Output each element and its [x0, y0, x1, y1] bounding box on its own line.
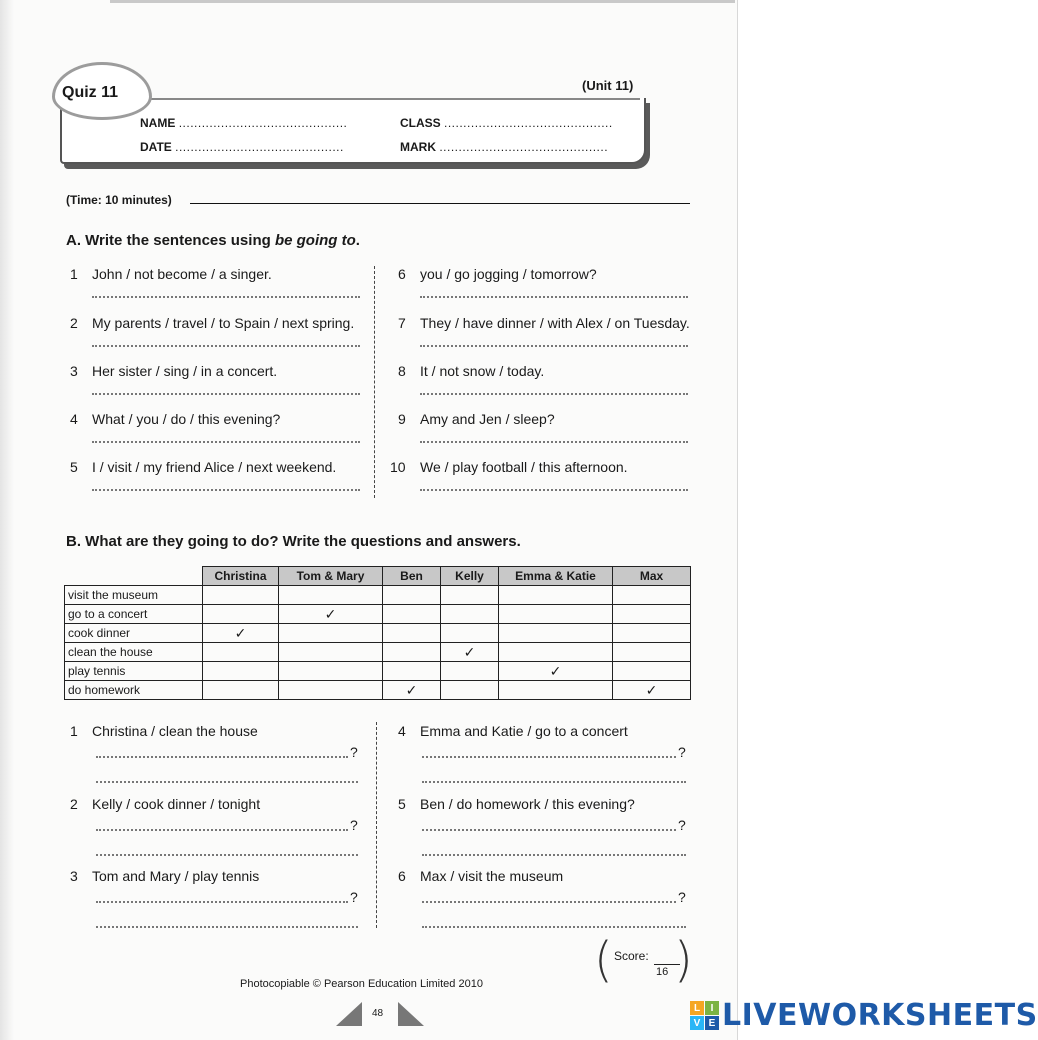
activity-cell: visit the museum	[65, 586, 203, 605]
answer-line[interactable]	[92, 489, 360, 491]
tick-cell	[499, 605, 613, 624]
question-line[interactable]	[96, 901, 348, 903]
activity-cell: go to a concert	[65, 605, 203, 624]
sentence-item: 3 Her sister / sing / in a concert.	[70, 363, 278, 379]
table-corner	[65, 567, 203, 586]
class-field[interactable]: CLASS ............................................	[400, 116, 613, 130]
logo-tiles-icon	[690, 1001, 719, 1030]
column-header: Ben	[383, 567, 441, 586]
header-divider	[140, 98, 640, 100]
activity-table	[64, 566, 691, 700]
tick-cell: ✓	[383, 681, 441, 700]
sentence-item: 6 you / go jogging / tomorrow?	[398, 266, 597, 282]
copyright-footer: Photocopiable © Pearson Education Limited 2010	[240, 978, 483, 990]
answer-line[interactable]	[422, 926, 686, 928]
tick-cell	[279, 681, 383, 700]
activity-cell: cook dinner	[65, 624, 203, 643]
answer-line[interactable]	[92, 441, 360, 443]
answer-line[interactable]	[420, 441, 688, 443]
answer-line[interactable]	[420, 345, 688, 347]
column-header: Christina	[203, 567, 279, 586]
question-item: 2 Kelly / cook dinner / tonight	[70, 796, 261, 812]
answer-line[interactable]	[422, 781, 686, 783]
tick-cell: ✓	[441, 643, 499, 662]
section-a-divider	[374, 266, 375, 498]
date-field[interactable]: DATE ............................................	[140, 140, 344, 154]
tick-cell	[441, 681, 499, 700]
tick-cell	[383, 586, 441, 605]
question-item: 6 Max / visit the museum	[398, 868, 564, 884]
score-box	[594, 932, 693, 988]
sentence-item: 7 They / have dinner / with Alex / on Tuesday.	[398, 315, 690, 331]
question-mark: ?	[350, 744, 358, 760]
tick-cell: ✓	[499, 662, 613, 681]
column-header: Emma & Katie	[499, 567, 613, 586]
tick-cell	[279, 586, 383, 605]
tick-cell	[613, 624, 691, 643]
activity-cell: clean the house	[65, 643, 203, 662]
section-a-title: A. Write the sentences using be going to.	[66, 232, 360, 249]
tick-cell	[441, 624, 499, 643]
section-b-divider	[376, 722, 377, 928]
answer-line[interactable]	[92, 296, 360, 298]
tick-cell	[383, 662, 441, 681]
page-corner-left	[336, 1002, 362, 1026]
tick-cell	[441, 586, 499, 605]
name-field[interactable]: NAME ............................................	[140, 116, 348, 130]
logo-text: LIVEWORKSHEETS	[722, 998, 1038, 1033]
tick-cell: ✓	[203, 624, 279, 643]
sentence-item: 1 John / not become / a singer.	[70, 266, 272, 282]
table-row	[65, 624, 691, 643]
tick-cell	[203, 662, 279, 681]
answer-line[interactable]	[420, 489, 688, 491]
question-item: 1 Christina / clean the house	[70, 723, 258, 739]
question-item: 5 Ben / do homework / this evening?	[398, 796, 635, 812]
answer-line[interactable]	[92, 393, 360, 395]
section-b-title: B. What are they going to do? Write the questions and answers.	[66, 533, 521, 550]
column-header: Kelly	[441, 567, 499, 586]
tick-cell	[203, 605, 279, 624]
question-line[interactable]	[96, 756, 348, 758]
time-limit: (Time: 10 minutes)	[66, 193, 172, 207]
student-info-box	[60, 98, 646, 164]
tick-cell	[441, 662, 499, 681]
tick-cell	[203, 681, 279, 700]
table-row	[65, 643, 691, 662]
logo-tile: L	[690, 1001, 704, 1015]
sentence-item: 4 What / you / do / this evening?	[70, 411, 281, 427]
answer-line[interactable]	[96, 854, 358, 856]
answer-line[interactable]	[92, 345, 360, 347]
tick-cell	[441, 605, 499, 624]
table-row	[65, 605, 691, 624]
sentence-item: 9 Amy and Jen / sleep?	[398, 411, 555, 427]
tick-cell	[613, 643, 691, 662]
tick-cell	[613, 662, 691, 681]
sentence-item: 5 I / visit / my friend Alice / next weekend.	[70, 459, 337, 475]
score-total: 16	[656, 966, 669, 978]
tick-cell	[383, 605, 441, 624]
question-mark: ?	[350, 817, 358, 833]
tick-cell	[383, 643, 441, 662]
time-rule	[190, 203, 690, 204]
question-item: 3 Tom and Mary / play tennis	[70, 868, 260, 884]
tick-cell	[279, 643, 383, 662]
top-rule	[110, 0, 735, 3]
right-bracket: )	[674, 932, 693, 988]
page-binding-shadow	[0, 0, 14, 1040]
logo-tile: V	[690, 1016, 704, 1030]
tick-cell	[279, 662, 383, 681]
sentence-item: 8 It / not snow / today.	[398, 363, 545, 379]
answer-line[interactable]	[420, 296, 688, 298]
mark-field[interactable]: MARK ............................................	[400, 140, 609, 154]
answer-line[interactable]	[96, 781, 358, 783]
liveworksheets-logo[interactable]	[690, 998, 1038, 1033]
question-item: 4 Emma and Katie / go to a concert	[398, 723, 628, 739]
tick-cell	[203, 643, 279, 662]
tick-cell	[499, 586, 613, 605]
quiz-title: Quiz 11	[62, 84, 119, 101]
answer-line[interactable]	[420, 393, 688, 395]
question-mark: ?	[678, 744, 686, 760]
tick-cell	[613, 586, 691, 605]
tick-cell	[613, 605, 691, 624]
tick-cell: ✓	[279, 605, 383, 624]
question-line[interactable]	[422, 756, 676, 758]
tick-cell	[499, 643, 613, 662]
table-row	[65, 681, 691, 700]
sentence-item: 10 We / play football / this afternoon.	[390, 459, 628, 475]
activity-cell: play tennis	[65, 662, 203, 681]
column-header: Max	[613, 567, 691, 586]
table-row	[65, 586, 691, 605]
question-line[interactable]	[422, 901, 676, 903]
question-mark: ?	[678, 889, 686, 905]
tick-cell	[383, 624, 441, 643]
activity-cell: do homework	[65, 681, 203, 700]
logo-tile: E	[705, 1016, 719, 1030]
tick-cell	[203, 586, 279, 605]
left-bracket: (	[594, 932, 613, 988]
question-mark: ?	[678, 817, 686, 833]
score-label: Score:	[614, 949, 649, 963]
unit-label: (Unit 11)	[582, 78, 634, 93]
question-line[interactable]	[96, 829, 348, 831]
question-mark: ?	[350, 889, 358, 905]
tick-cell: ✓	[613, 681, 691, 700]
column-header: Tom & Mary	[279, 567, 383, 586]
page-number: 48	[372, 1008, 384, 1019]
table-row	[65, 662, 691, 681]
logo-tile: I	[705, 1001, 719, 1015]
sentence-item: 2 My parents / travel / to Spain / next spring.	[70, 315, 355, 331]
tick-cell	[279, 624, 383, 643]
answer-line[interactable]	[96, 926, 358, 928]
answer-line[interactable]	[422, 854, 686, 856]
page-corner-right	[398, 1002, 424, 1026]
tick-cell	[499, 681, 613, 700]
tick-cell	[499, 624, 613, 643]
question-line[interactable]	[422, 829, 676, 831]
